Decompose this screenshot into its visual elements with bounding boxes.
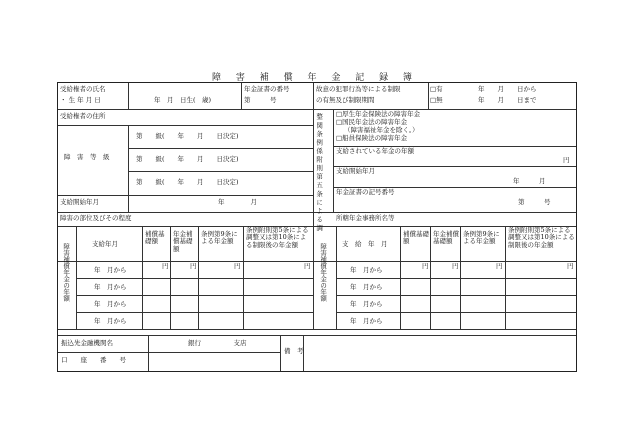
unit-yen: 円 [496,262,503,270]
check-note: （障害福祉年金を除く。） [344,126,419,134]
grade-row-3[interactable]: 第 級( 年 月 日決定) [136,178,239,186]
divider [428,83,429,109]
page-title: 障 害 補 償 年 金 記 録 簿 [212,73,418,83]
check-senin[interactable]: □船員保険法の障害年金 [336,134,408,142]
divider [313,83,314,109]
divider [128,83,129,109]
row-label: 年 月から [94,283,127,291]
grade-row-1[interactable]: 第 級( 年 月 日決定) [136,132,239,140]
col-base: 補償基礎額 [145,230,165,246]
pay-start-field[interactable]: 年 月 [513,177,546,185]
record-form [57,82,577,372]
col-pension-base-right: 年金補償基礎額 [433,230,459,246]
row-label: 年 月から [94,317,127,325]
grade-row-2[interactable]: 第 級( 年 月 日決定) [136,155,239,163]
row-line [58,195,313,196]
divider [142,226,143,329]
header-divider [58,109,576,110]
divider [243,226,244,329]
table-bottom-line [58,329,576,330]
period-from-field[interactable]: 年 月 日から [478,85,537,93]
col-base-right: 補償基礎額 [403,230,429,246]
divider [430,226,431,329]
row-line [58,125,313,126]
footer-top-line [58,335,576,336]
office-label: 所轄年金事務所名等 [336,214,395,222]
unit-yen: 円 [567,262,574,270]
divider [336,226,337,329]
divider [128,125,129,195]
cert-no-field[interactable]: 第 号 [244,96,277,104]
left-table-side-label: 障害補償年金の年額 [62,243,71,302]
divider [460,226,461,329]
unit-yen: 円 [452,262,459,270]
start-label: 支給開始年月 [60,198,99,206]
divider [313,226,314,329]
cert-no-label: 年金証書の番号 [244,85,290,93]
symbol-no-field[interactable]: 第 号 [518,198,551,206]
divider [148,335,149,371]
grade-label: 障 害 等 級 [64,153,110,161]
divider [198,226,199,329]
bank-field[interactable]: 銀行 支店 [188,339,247,347]
table-row-line [76,278,313,279]
unit-yen: 円 [304,262,311,270]
divider [333,109,334,212]
unit-yen: 円 [162,262,169,270]
divider [76,226,77,329]
col-month: 支給年月 [92,240,118,248]
row-line [128,148,313,149]
col-adjust: 条例附則第5条による調整又は第10条による制限後の年金額 [246,226,309,249]
table-row-line [336,312,576,313]
right-table-side-label: 障害補償年金の年額 [319,243,328,302]
unit-yen: 円 [190,262,197,270]
divider [400,226,401,329]
unit-yen: 円 [422,262,429,270]
pension-amount-unit: 円 [563,156,570,164]
divider [128,195,129,212]
opt-no-checkbox[interactable]: □無 [430,96,443,104]
address-label: 受給権者の住所 [60,112,106,120]
row-label: 年 月から [350,317,383,325]
divider [280,335,281,371]
disability-label: 障害の部位及びその程度 [60,214,132,222]
check-kosei[interactable]: □厚生年金保険法の障害年金 [336,110,421,118]
table-row-line [336,278,576,279]
adjustment-vertical-label: 整 関 条 例 係 附 則 第 五 条 に よ る 調 [315,113,324,231]
birth-label: ・ 生 年 月 日 [60,96,101,104]
pay-start-label: 支給開始年月 [336,167,375,175]
crime-label: 故意の犯罪行為等による制限 [316,85,401,93]
account-label: 口 座 番 号 [61,356,126,364]
unit-yen: 円 [234,262,241,270]
row-line [128,171,313,172]
bank-label: 振込先金融機関名 [61,339,113,347]
col-pension-base: 年金補償基礎額 [173,230,193,253]
remarks-label: 備 考 [284,347,304,355]
section-divider [313,109,314,226]
row-label: 年 月から [350,283,383,291]
start-value-field[interactable]: 年 月 [218,198,257,206]
check-kokumin[interactable]: □国民年金法の障害年金 [336,118,408,126]
divider [170,226,171,329]
divider [241,83,242,109]
row-label: 年 月から [350,300,383,308]
table-row-line [76,312,313,313]
symbol-no-label: 年金証書の記号番号 [336,188,395,196]
pension-amount-label: 支給されている年金の年額 [336,147,414,155]
col-art9-right: 条例第9条による年金額 [463,230,500,246]
crime-label-2: の有無及び制限期間 [316,96,375,104]
recipient-name-label: 受給権者の氏名 [60,85,106,93]
footer-mid-line [58,352,280,353]
col-month-right: 支 給 年 月 [342,240,388,248]
col-adjust-right: 条例附則第5条による調整又は第10条による制限後の年金額 [508,226,575,249]
table-row-line [76,295,313,296]
birth-date-field[interactable]: 年 月 日生( 歳) [154,96,212,104]
period-to-field[interactable]: 年 月 日まで [478,96,537,104]
row-label: 年 月から [94,300,127,308]
opt-yes-checkbox[interactable]: □有 [430,85,443,93]
row-label: 年 月から [350,266,383,274]
table-row-line [336,295,576,296]
divider [505,226,506,329]
col-art9: 条例第9条による年金額 [201,230,238,246]
divider [313,212,314,226]
row-label: 年 月から [94,266,127,274]
